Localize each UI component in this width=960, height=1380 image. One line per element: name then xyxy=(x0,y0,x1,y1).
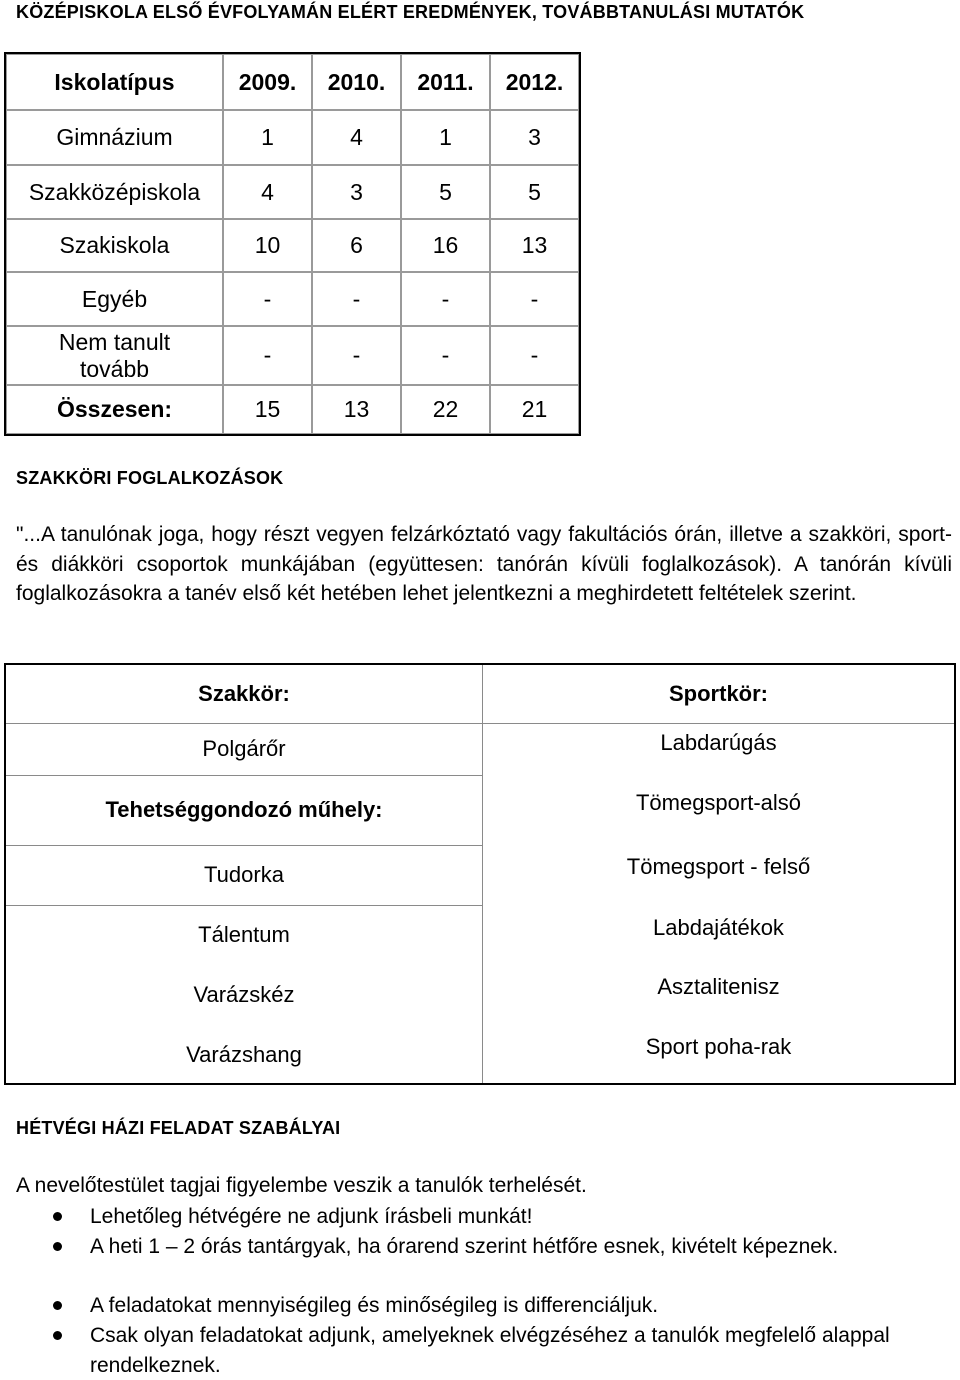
clubs-cell: Tálentum xyxy=(198,922,290,947)
section-heading-clubs: SZAKKÖRI FOGLALKOZÁSOK xyxy=(16,468,284,488)
table-cell: 13 xyxy=(312,385,401,434)
table-cell: 15 xyxy=(223,385,312,434)
table-cell: 4 xyxy=(223,165,312,219)
table-cell: 4 xyxy=(312,110,401,165)
table-cell: 10 xyxy=(223,219,312,272)
table-cell: 22 xyxy=(401,385,490,434)
clubs-paragraph: "...A tanulónak joga, hogy részt vegyen felzárkóztató vagy fakultációs órán, illetve a szakköri, sport- és diákköri csoportok munkájában (együttesen: tanórán kívüli foglalkozások). A tanórán kívüli foglalkozásokra a tanév első két hetében lehet jelentkezni a meghirdetett feltételek szerint. xyxy=(16,523,952,605)
table-cell: Gimnázium xyxy=(6,110,223,165)
table-cell: 5 xyxy=(490,165,579,219)
table-cell: 21 xyxy=(490,385,579,434)
table-cell: 1 xyxy=(223,110,312,165)
clubs-cell: Sport poha-rak xyxy=(645,1034,792,1059)
clubs-cell: Sportkör: xyxy=(483,665,954,724)
clubs-column-right xyxy=(483,665,954,1083)
list-item xyxy=(90,1321,950,1380)
list-item xyxy=(90,1202,950,1232)
table-row xyxy=(6,326,579,385)
clubs-cell: Asztalitenisz xyxy=(657,974,780,999)
table-cell: 5 xyxy=(401,165,490,219)
table-row xyxy=(6,272,579,326)
table-cell: - xyxy=(312,326,401,385)
clubs-cell: Polgárőr xyxy=(6,723,482,776)
table-header-cell: 2009. xyxy=(223,54,312,110)
table-row xyxy=(6,110,579,165)
table-cell: Szakiskola xyxy=(6,219,223,272)
table-cell: 1 xyxy=(401,110,490,165)
clubs-table xyxy=(4,663,956,1085)
table-cell: - xyxy=(223,272,312,326)
table-cell: 13 xyxy=(490,219,579,272)
table-cell: 3 xyxy=(490,110,579,165)
table-row xyxy=(6,165,579,219)
clubs-cell: Szakkör: xyxy=(6,665,482,724)
table-header-cell: 2011. xyxy=(401,54,490,110)
table-total-row xyxy=(6,385,579,434)
table-cell: 6 xyxy=(312,219,401,272)
results-table xyxy=(4,52,581,436)
list-item-text: Lehetőleg hétvégére ne adjunk írásbeli munkát! xyxy=(90,1205,533,1228)
list-item-text: A heti 1 – 2 órás tantárgyak, ha órarend szerint hétfőre esnek, kivételt képeznek. xyxy=(90,1235,839,1258)
list-item xyxy=(90,1291,950,1321)
clubs-cell: Varázshang xyxy=(186,1042,302,1067)
table-cell: - xyxy=(223,326,312,385)
table-header-cell: 2010. xyxy=(312,54,401,110)
bullet-icon xyxy=(53,1242,62,1251)
clubs-cell: Tehetséggondozó műhely: xyxy=(6,775,482,846)
table-cell: 3 xyxy=(312,165,401,219)
list-item-text: Csak olyan feladatokat adjunk, amelyeknek elvégzéséhez a tanulók megfelelő alappal rendelkeznek. xyxy=(90,1324,890,1377)
clubs-cell: Varázskéz xyxy=(193,982,295,1007)
table-cell: - xyxy=(312,272,401,326)
table-cell: - xyxy=(401,272,490,326)
table-cell: 16 xyxy=(401,219,490,272)
table-cell: Nem tanult tovább xyxy=(6,326,223,385)
bullet-icon xyxy=(53,1212,62,1221)
table-cell: Egyéb xyxy=(6,272,223,326)
bullet-icon xyxy=(53,1331,62,1340)
homework-intro: A nevelőtestület tagjai figyelembe veszik a tanulók terhelését. xyxy=(16,1174,587,1197)
table-header-cell: Iskolatípus xyxy=(6,54,223,110)
clubs-column-left xyxy=(6,665,483,1083)
clubs-cell: Tudorka xyxy=(6,845,482,906)
bullet-icon xyxy=(53,1301,62,1310)
clubs-cell: Labdarúgás xyxy=(660,730,777,755)
table-cell: Szakközépiskola xyxy=(6,165,223,219)
clubs-cell: Labdajátékok xyxy=(653,915,784,940)
table-header-row xyxy=(6,54,579,110)
table-cell: - xyxy=(401,326,490,385)
table-row xyxy=(6,219,579,272)
table-cell: Összesen: xyxy=(6,385,223,434)
section-heading-homework: HÉTVÉGI HÁZI FELADAT SZABÁLYAI xyxy=(16,1118,341,1138)
list-item-text: A feladatokat mennyiségileg és minőségileg is differenciáljuk. xyxy=(90,1294,659,1317)
section-heading-results: KÖZÉPISKOLA ELSŐ ÉVFOLYAMÁN ELÉRT EREDMÉNYEK, TOVÁBBTANULÁSI MUTATÓK xyxy=(16,2,805,22)
table-header-cell: 2012. xyxy=(490,54,579,110)
list-item xyxy=(90,1232,950,1262)
clubs-cell: Tömegsport - felső xyxy=(626,854,811,879)
clubs-cell: Tömegsport-alsó xyxy=(635,790,802,815)
table-cell: - xyxy=(490,272,579,326)
table-cell: - xyxy=(490,326,579,385)
